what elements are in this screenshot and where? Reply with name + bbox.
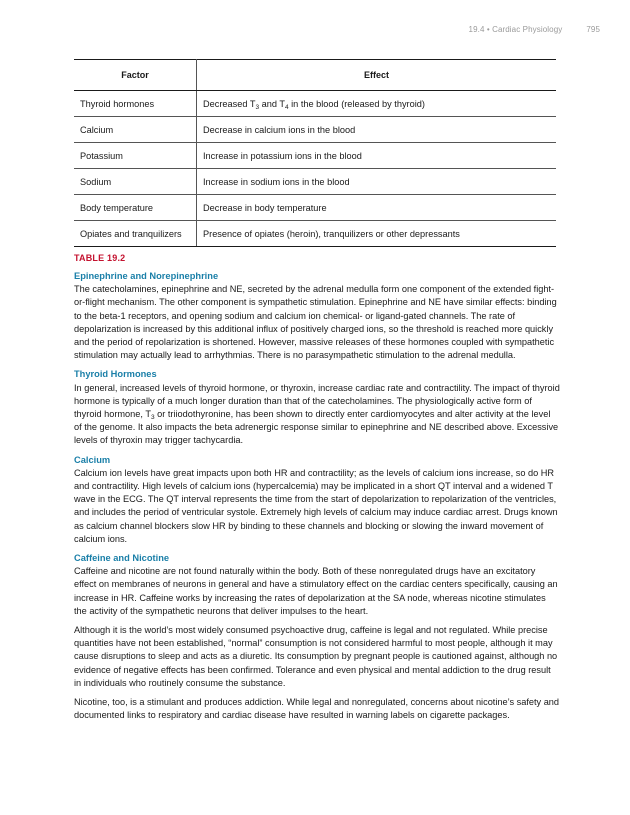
paragraph: The catecholamines, epinephrine and NE, secreted by the adrenal medulla form one component of the extended fight-or-flight mechanism. The other component is sympathetic stimulation. Epinephrine and NE have similar effects: binding to the beta-1 receptors, and opening sodium and calcium ion chemical- or ligand-gated channels. The rate of depolarization is increased by this additional influx of positively charged ions, so the threshold is reached more quickly and the period of repolarization is shortened. However, massive releases of these hormones coupled with sympathetic stimulation may actually lead to arrhythmias. There is no parasympathetic stimulation to the adrenal medulla. bbox=[74, 284, 557, 361]
factor-cell: Calcium bbox=[74, 117, 197, 143]
effect-cell: Increase in potassium ions in the blood bbox=[197, 143, 557, 169]
paragraph: Nicotine, too, is a stimulant and produces addiction. While legal and nonregulated, concerns about nicotine’s safety and documented links to respiratory and cardiac disease have resulted in warning labels on cigarette packages. bbox=[74, 697, 560, 721]
table-row bbox=[74, 221, 556, 247]
factor-cell: Thyroid hormones bbox=[74, 91, 197, 117]
table-row bbox=[74, 91, 556, 117]
factor-cell: Opiates and tranquilizers bbox=[74, 221, 197, 247]
table-caption: TABLE 19.2 bbox=[74, 253, 126, 263]
body-text bbox=[74, 270, 560, 729]
table-header-row bbox=[74, 60, 556, 91]
effect-cell bbox=[197, 91, 557, 117]
effect-cell: Presence of opiates (heroin), tranquilizers or other depressants bbox=[197, 221, 557, 247]
paragraph-text: In general, increased levels of thyroid hormone, or thyroxin, increase cardiac rate and contractility. The impact of thyroid hormone is typically of a much longer duration than that of the catecholamines. The physiologically active form of thyroid hormone, T bbox=[74, 382, 560, 420]
factors-table bbox=[74, 59, 556, 247]
paragraph: Calcium ion levels have great impacts upon both HR and contractility; as the levels of calcium ions increase, so do HR and contractility. High levels of calcium ions (hypercalcemia) may be implicated in a short QT interval and a widened T wave in the ECG. The QT interval represents the time from the start of depolarization to repolarization of the ventricles, and includes the period of ventricular systole. Extremely high levels of calcium may induce cardiac arrest. Drugs known as calcium channel blockers slow HR by binding to these channels and blocking or slowing the inward movement of calcium ions. bbox=[74, 467, 558, 544]
page-number: 795 bbox=[586, 25, 600, 34]
heading-thyroid: Thyroid Hormones bbox=[74, 369, 157, 380]
heading-caffeine: Caffeine and Nicotine bbox=[74, 553, 170, 564]
paragraph bbox=[74, 382, 560, 448]
effect-cell: Decrease in calcium ions in the blood bbox=[197, 117, 557, 143]
subscript: 4 bbox=[284, 103, 289, 111]
factor-cell: Potassium bbox=[74, 143, 197, 169]
factor-cell: Sodium bbox=[74, 169, 197, 195]
effect-text: in the blood (released by thyroid) bbox=[288, 98, 425, 109]
paragraph-text: or triiodothyronine, has been shown to directly enter cardiomyocytes and alter activity at the level of the genome. It also impacts the beta adrenergic response similar to epinephrine and NE described above. Excessive levels of thyroxin may trigger tachycardia. bbox=[74, 409, 559, 446]
heading-epinephrine: Epinephrine and Norepinephrine bbox=[74, 271, 219, 281]
running-head bbox=[469, 25, 600, 34]
header-effect: Effect bbox=[197, 60, 557, 91]
table-row bbox=[74, 143, 556, 169]
paragraph: Caffeine and nicotine are not found naturally within the body. Both of these nonregulated drugs have an excitatory effect on membranes of neurons in general and have a stimulatory effect on the cardiac centers specifically, causing an increase in HR. Caffeine works by increasing the rates of depolarization at the SA node, whereas nicotine stimulates the activity of the sympathetic neurons that deliver impulses to the heart. bbox=[74, 566, 558, 616]
section-title: 19.4 • Cardiac Physiology bbox=[468, 25, 563, 34]
factor-cell: Body temperature bbox=[74, 195, 197, 221]
header-factor: Factor bbox=[74, 60, 197, 91]
table-row bbox=[74, 117, 556, 143]
subscript: 3 bbox=[255, 103, 260, 111]
subscript: 3 bbox=[150, 414, 155, 422]
effect-text: Decreased T bbox=[203, 98, 256, 109]
effect-text: and T bbox=[259, 98, 285, 109]
table-row bbox=[74, 169, 556, 195]
table-row bbox=[74, 195, 556, 221]
effect-cell: Increase in sodium ions in the blood bbox=[197, 169, 557, 195]
heading-calcium: Calcium bbox=[74, 454, 111, 465]
paragraph: Although it is the world’s most widely consumed psychoactive drug, caffeine is legal and not regulated. While precise quantities have not been established, “normal” consumption is not considered harmful to most people, although it may cause disruptions to sleep and acts as a diuretic. Its consumption by pregnant people is cautioned against, although no evidence of negative effects has been confirmed. Tolerance and even physical and mental addiction to the drug result in individuals who routinely consume the substance. bbox=[74, 625, 558, 688]
effect-cell: Decrease in body temperature bbox=[197, 195, 557, 221]
